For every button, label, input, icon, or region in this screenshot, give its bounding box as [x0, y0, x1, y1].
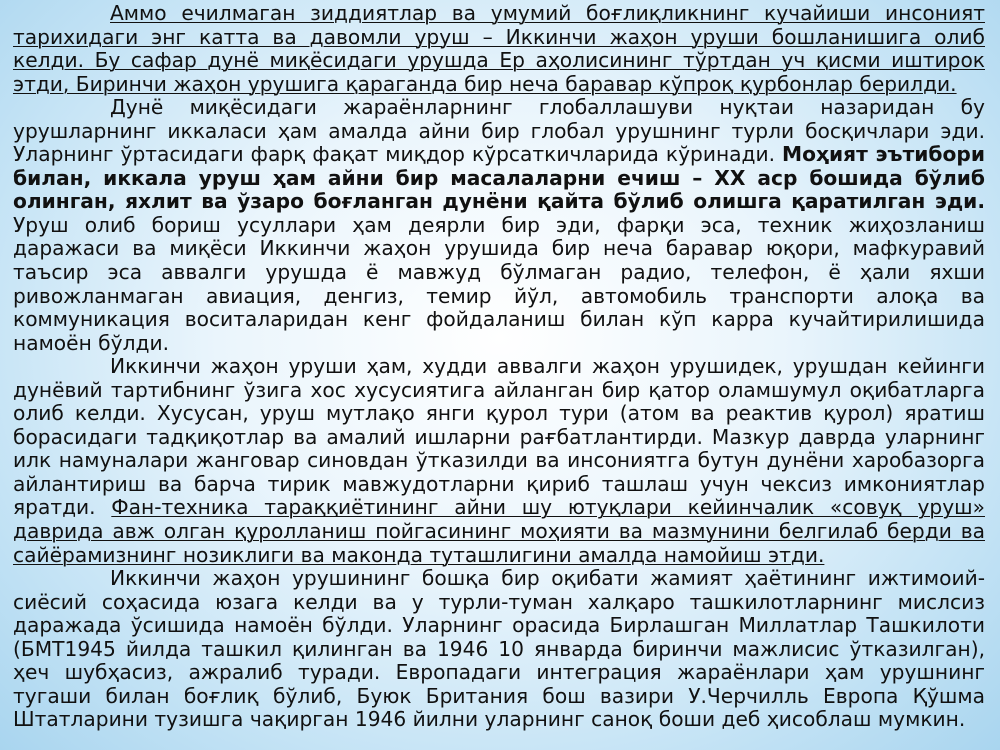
paragraph-3-text: Иккинчи жаҳон уруши ҳам, худди аввалги жаҳон урушидек, урушдан кейинги дунёвий тартибнинг ўзига хос хусусиятига айланган бир қатор оламшумул оқибатларга олиб келди. Хусусан, уруш мутлақо янги қурол тури (атом ва реактив қурол) яратиш борасидаги тадқиқотлар ва амалий ишларни рағбатлантирди. Мазкур даврда уларнинг илк намуналари жанговар синовдан ўтказилди ва инсониятга бутун дунёни харобазорга айлантириш ва барча тирик мавжудотларни қириб ташлаш учун чексиз имкониятлар яратди.: [13, 354, 985, 520]
paragraph-2: [13, 96, 985, 355]
paragraph-3-underlined-text: Фан-техника тараққиётининг айни шу ютуқлари кейинчалик «совуқ уруш» даврида авж олган қуролланиш пойгасининг моҳияти ва мазмунини белгилаб берди ва сайёрамизнинг нозиклиги ва маконда туташлигини амалда намойиш этди.: [13, 495, 985, 567]
paragraph-2-text-a: Дунё миқёсидаги жараёнларнинг глобаллашуви нуқтаи назаридан бу урушларнинг иккаласи ҳам амалда айни бир глобал урушнинг турли босқичлари эди. Уларнинг ўртасидаги фарқ фақат миқдор кўрсаткичларида кўринади.: [13, 95, 985, 167]
paragraph-2-text-b: Уруш олиб бориш усуллари ҳам деярли бир эди, фарқи эса, техник жиҳозланиш даражаси ва миқёси Иккинчи жаҳон урушида бир неча баравар юқори, мафкуравий таъсир эса аввалги урушда ё мавжуд бўлмаган радио, телефон, ё ҳали яхши ривожланмаган авиация, денгиз, темир йўл, автомобиль транспорти алоқа ва коммуникация воситаларидан кенг фойдаланиш билан кўп карра кучайтирилишида намоён бўлди.: [13, 212, 985, 355]
paragraph-2-bold-text: Моҳият эътибори билан, иккала уруш ҳам айни бир масалаларни ечиш – ХХ аср бошида бўлиб олинган, яхлит ва ўзаро боғланган дунёни қайта бўлиб олишга қаратилган эди.: [13, 142, 985, 214]
paragraph-1: [13, 2, 985, 96]
paragraph-4: [13, 567, 985, 732]
paragraph-4-text: Иккинчи жаҳон урушининг бошқа бир оқибати жамият ҳаётининг ижтимоий-сиёсий соҳасида юзага келди ва у турли-туман халқаро ташкилотларнинг мислсиз даражада ўсишида намоён бўлди. Уларнинг орасида Бирлашган Миллатлар Ташкилоти (БМТ1945 йилда ташкил қилинган ва 1946 10 январда биринчи мажлисис ўтказилган), ҳеч шубҳасиз, ажралиб туради. Европадаги интеграция жараёнлари ҳам урушнинг тугаши билан боғлиқ бўлиб, Буюк Британия бош вазири У.Черчилль Европа Қўшма Штатларини тузишга чақирган 1946 йилни уларнинг саноқ боши деб ҳисоблаш мумкин.: [13, 566, 985, 732]
paragraph-1-underlined-text: Аммо ечилмаган зиддиятлар ва умумий боғлиқликнинг кучайиши инсоният тарихидаги энг катта ва давомли уруш – Иккинчи жаҳон уруши бошланишига олиб келди. Бу сафар дунё миқёсидаги урушда Ер аҳолисининг тўртдан уч қисми иштирок этди, Биринчи жаҳон урушига қараганда бир неча баравар кўпроқ қурбонлар берилди.: [13, 2, 985, 96]
document-page: [13, 2, 985, 750]
paragraph-3: [13, 355, 985, 567]
